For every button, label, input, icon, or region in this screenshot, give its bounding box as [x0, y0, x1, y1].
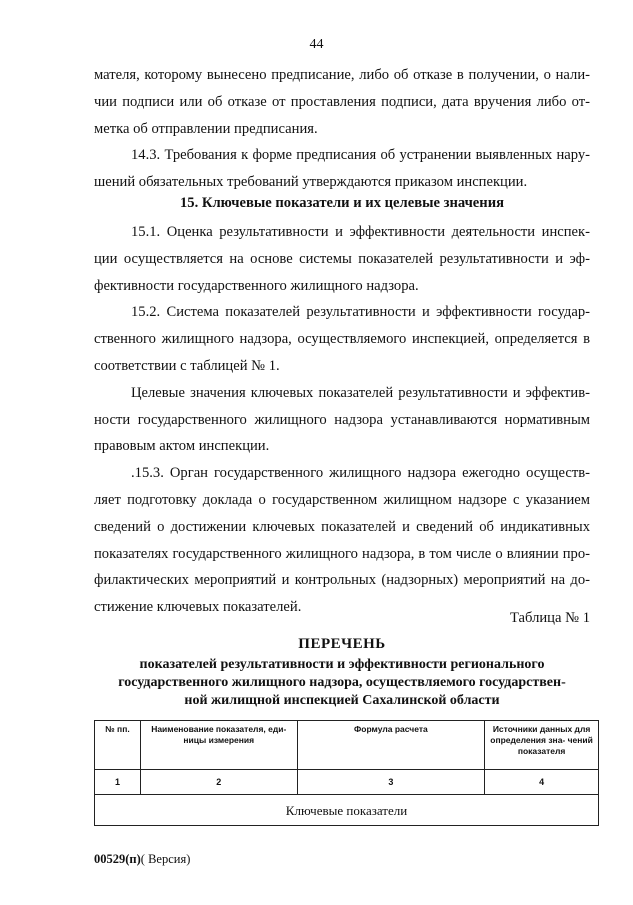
paragraph-block-1 [94, 62, 590, 196]
text-line: 15.2. Система показателей результативности и эффективности государ- [131, 304, 590, 321]
text-line: правовым актом инспекции. [94, 438, 270, 455]
text-line: сведений о достижении ключевых показателей и сведений об индикативных [94, 518, 590, 535]
text-line: ляет подготовку доклада о государственном жилищном надзоре с указанием [94, 491, 590, 508]
text-line: ственного жилищного надзора, осуществляемого инспекцией, определяется в [94, 331, 590, 348]
text-line: ции осуществляется на основе системы показателей результативности и эф- [94, 250, 590, 267]
text-line: филактических мероприятий и контрольных (надзорных) мероприятий на до- [94, 572, 590, 589]
text-line: 15.1. Оценка результативности и эффективности деятельности инспек- [131, 224, 590, 240]
header-data-sources: Источники данных для определения зна- чений показателя [485, 721, 599, 770]
subtitle-line: ной жилищной инспекцией Сахалинской области [184, 693, 500, 708]
column-number: 1 [95, 770, 141, 795]
text-line: стижение ключевых показателей. [94, 599, 302, 616]
document-code [94, 852, 190, 867]
subtitle-line: показателей результативности и эффективности регионального [139, 657, 545, 672]
text-line: метка об отправлении предписания. [94, 120, 318, 137]
indicators-table [94, 720, 599, 826]
text-line: мателя, которому вынесено предписание, либо об отказе в получении, о нали- [94, 67, 590, 83]
text-line: фективности государственного жилищного надзора. [94, 277, 419, 294]
column-number: 3 [297, 770, 485, 795]
text-line: показателях государственного жилищного надзора, в том числе о влиянии про- [94, 545, 590, 562]
paragraph-block-2 [94, 219, 590, 621]
header-indicator-name: Наименование показателя, еди- ницы измерения [140, 721, 297, 770]
text-line: 14.3. Требования к форме предписания об устранении выявленных нару- [131, 147, 590, 164]
list-title: ПЕРЕЧЕНЬ [298, 636, 386, 652]
page-number: 44 [309, 37, 324, 52]
document-code-value: 00529(п) [94, 852, 141, 866]
header-number: № пп. [95, 721, 141, 770]
column-number-row [95, 770, 599, 795]
text-line: .15.3. Орган государственного жилищного надзора ежегодно осуществ- [131, 465, 590, 482]
subtitle-line: государственного жилищного надзора, осуществляемого государствен- [118, 675, 566, 690]
section-row-label: Ключевые показатели [95, 795, 599, 826]
text-line: Целевые значения ключевых показателей результативности и эффектив- [131, 384, 590, 401]
section-row [95, 795, 599, 826]
section-heading: 15. Ключевые показатели и их целевые значения [180, 195, 504, 211]
column-number: 2 [140, 770, 297, 795]
text-line: шений обязательных требований утверждаются приказом инспекции. [94, 174, 528, 191]
header-formula: Формула расчета [297, 721, 485, 770]
list-subtitle [94, 656, 590, 710]
text-line: соответствии с таблицей № 1. [94, 357, 280, 374]
table-caption: Таблица № 1 [510, 610, 590, 626]
table-header-row [95, 721, 599, 770]
document-version-label: ( Версия) [140, 852, 191, 866]
text-line: чии подписи или об отказе от проставления подписи, дата вручения либо от- [94, 93, 590, 110]
column-number: 4 [485, 770, 599, 795]
text-line: ности государственного жилищного надзора устанавливаются нормативным [94, 411, 590, 428]
